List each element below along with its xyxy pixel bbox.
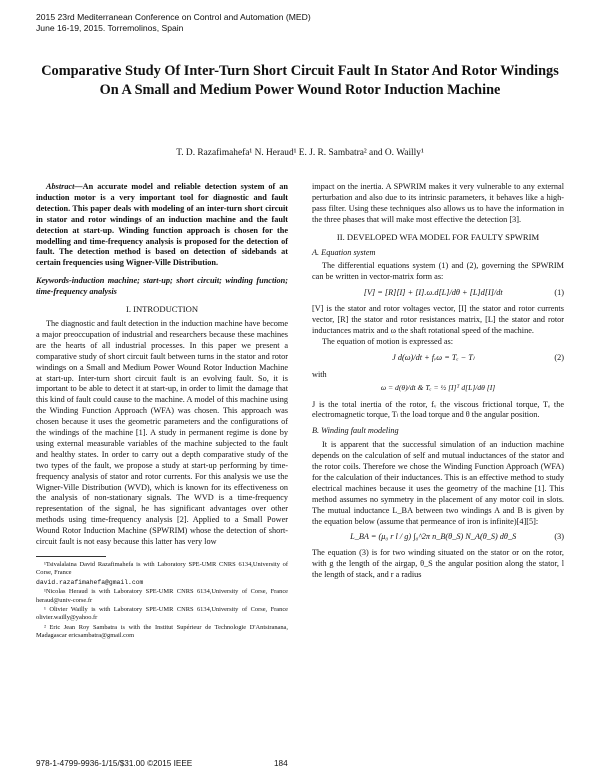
intro-paragraph: The diagnostic and fault detection in the induction machine have become a major preoccupation of industrial and researchers because these machines are the hearts of all industrial processes. In this paper we present a comparative study of short circuit fault between turns in the stator and rotor windings on a Small and Medium Power Wound Rotor Induction Machine at start-up. Inter-turn short circuit fault is an evolving fault. So, it is important to be able to detect it at start-up, in order to limit the damage that this kind of fault could cause to the machine. A model of this machine using the Winding Function Approach (WFA) was chosen. This approach was chosen because it uses the geometric parameters and the configurations of the windings of the machine [1]. A study in permanent regime is done by using external measurable variables of the machine subjected to the fault and healthy states. In order to carry out a depth comparative study of the two types of the fault, we propose a study at start-up performing by time-frequency analysis of stator and rotor currents. For this analysis we use the Wigner-Ville Distribution (WVD), which is known for its effectiveness on the analysis of non-stationary signals. The WVD is a time-frequency representation of the signal, he has significant advantages over other methods using time-frequency analysis [2]. Applied to a Small Power Wound Rotor Induction Machine (SPWRIM) whose the detection of short-circuit fault is not easy because this latter has very low (36, 318, 288, 547)
equation-3 (312, 532, 564, 543)
page-number: 184 (274, 759, 288, 768)
keywords (36, 276, 288, 298)
equation-3-number: (3) (554, 532, 564, 542)
section-heading-wfa: II. DEVELOPED WFA MODEL FOR FAULTY SPWRIM (336, 231, 540, 242)
conference-header (36, 12, 576, 34)
footnote-4: ² Eric Jean Roy Sambatra is with the Institut Supérieur de Technologie D'Antsiranana, Madagascar ericsambatra@gmail.com (36, 623, 288, 640)
paper-title: Comparative Study Of Inter-Turn Short Circuit Fault In Stator And Rotor Windings On A Small and Medium Power Wound Rotor Induction Machine (41, 63, 559, 98)
abstract-text: An accurate model and reliable detection system of an induction motor is a very important tool for diagnostic and fault detection. This paper deals with modeling of an inter-turn short circuit in stator and rotor windings of an induction machine and the fault detection at start-up. Winding function approach is chosen for the modelling and time-frequency analysis is proposed for the detection of fault. The detection method is based on detection of sidebands at certain frequencies using Wigner-Ville Distribution. (36, 182, 288, 268)
subsection-winding-fault: B. Winding fault modeling (312, 426, 399, 436)
footnote-2: ¹Nicolas Heraud is with Laboratory SPE-UMR CNRS 6134,University of Corse, France heraud@univ-corse.fr (36, 588, 288, 604)
abstract-label: Abstract— (46, 182, 83, 191)
motion-intro: The equation of motion is expressed as: (322, 336, 454, 346)
winding-paragraph: It is apparent that the successful simulation of an induction machine depends on the calculation of self and mutual inductances of the stator and the rotor coils. Therefore we chose the Winding Function Approach (WFA) for the calculation of their inductances. This is an effective method to study electrical machines because it uses the geometry of the machine [1]. This method assumes no symmetry in the placement of any motor coil in slots. The mutual inductance L_BA between two windings A and B is given by the equation below (assume that permeance of iron is infinite)[4][5]: (312, 440, 564, 526)
definitions-equation: ω = d(θ)/dt & Tₑ = ½ [I]ᵀ d[L]/dθ [I] (380, 382, 496, 392)
equation-3-body: L_BA = (μ₀ r l / g) ∫₀^2π n_B(θ_S) N_A(θ_S) dθ_S (350, 532, 517, 542)
continued-paragraph: impact on the inertia. A SPWRIM makes it very vulnerable to any external perturbation and also due to its intrinsic parameters, it behaves like a high-pass filter. Using these techniques also allows us to have the information in the three phases that will make most effective the detection [3]. (312, 182, 564, 224)
equation-1-description: [V] is the stator and rotor voltages vector, [I] the stator and rotor currents vector, [R] the stator and rotor resistances matrix, [L] the stator and rotor inductances matrix and ω the shaft rotational speed of the machine. (312, 304, 564, 335)
equation-2-body: J d(ω)/dt + fᵥω = Tₑ − Tₗ (392, 352, 475, 362)
section-heading-introduction: I. INTRODUCTION (125, 304, 199, 315)
footnote-1-email: david.razafimahefa@gmail.com (36, 578, 144, 586)
equation-intro: The differential equations system (1) and (2), governing the SPWRIM can be written in vector-matrix form as: (312, 261, 564, 282)
left-column (36, 182, 288, 642)
equation-2 (312, 353, 564, 364)
footnote-rule (36, 556, 106, 557)
equation-1-number: (1) (554, 288, 564, 298)
variables-description: J is the total inertia of the rotor, fᵥ the viscous frictional torque, Tₑ the electromagnetic torque, Tₗ the load torque and θ the angular position. (312, 399, 564, 420)
conference-name: 2015 23rd Mediterranean Conference on Control and Automation (MED) (36, 12, 311, 22)
footnote-3: ¹ Olivier Wailly is with Laboratory SPE-UMR CNRS 6134,University of Corse, France olivier.wailly@yahoo.fr (36, 606, 288, 622)
equation-1-body: [V] = [R][I] + [I].ω.d[L]/dθ + [L]d[I]/dt (363, 288, 503, 298)
conference-dates: June 16-19, 2015. Torremolinos, Spain (36, 23, 184, 33)
abstract (36, 182, 288, 269)
with-label: with (312, 369, 327, 379)
equation-2-number: (2) (554, 352, 564, 362)
isbn-copyright: 978-1-4799-9936-1/15/$31.00 ©2015 IEEE (36, 759, 193, 768)
keywords-label: Keywords- (36, 276, 72, 286)
equation-3-description: The equation (3) is for two winding situated on the stator or on the rotor, with g the length of the airgap, θ_S the angular position along the stator, l the length of stack, and r a radius (312, 548, 564, 580)
equation-1 (312, 288, 564, 299)
author-list: T. D. Razafimahefa¹ N. Heraud¹ E. J. R. Sambatra² and O. Wailly¹ (176, 148, 424, 158)
footnote-1: ¹Tsivalalaina David Razafimahefa is with Laboratory SPE-UMR CNRS 6134,University of Corse, France (36, 561, 288, 577)
subsection-equation-system: A. Equation system (312, 247, 376, 257)
keywords-text: induction machine; start-up; short circuit; winding function; time-frequency analysis (36, 276, 288, 297)
right-column (312, 182, 564, 581)
